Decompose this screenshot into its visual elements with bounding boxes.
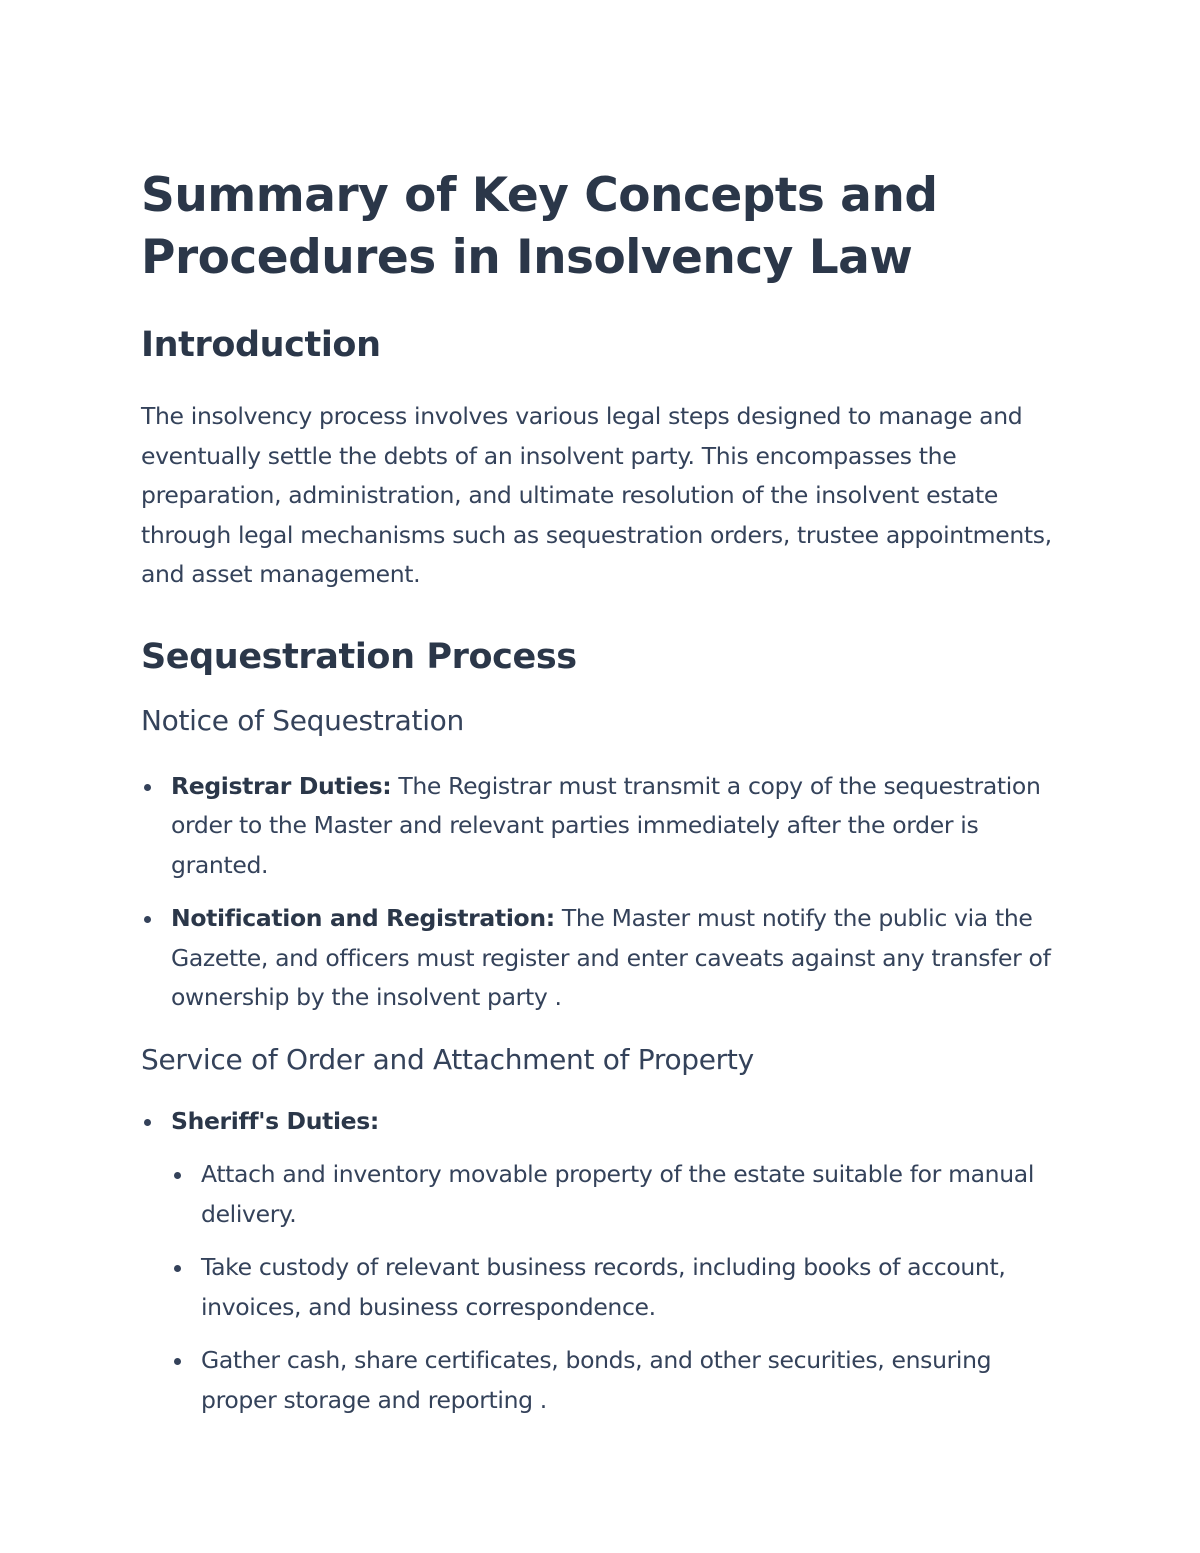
service-subheading: Service of Order and Attachment of Property (141, 1042, 754, 1076)
list-item-notification-registration (141, 899, 1071, 1018)
list-item-text: The Registrar must transmit a copy of the sequestration order to the Master and relevant parties immediately after the order is granted. (171, 771, 1041, 879)
list-item-term: Sheriff's Duties: (171, 1106, 379, 1135)
notice-subheading: Notice of Sequestration (141, 703, 464, 737)
introduction-paragraph: The insolvency process involves various legal steps designed to manage and eventually settle the debts of an insolvent party. This encompasses the preparation, administration, and ultimate resolution of the insolvent estate through legal mechanisms such as sequestration orders, trustee appointments, and asset management. (141, 402, 1052, 588)
sublist-item: Gather cash, share certificates, bonds, and other securities, ensuring proper storage and reporting . (171, 1341, 1071, 1420)
list-item-term: Registrar Duties: (171, 771, 392, 800)
sublist-item: Attach and inventory movable property of the estate suitable for manual delivery. (171, 1155, 1071, 1234)
service-list (141, 1102, 1071, 1421)
document-page (141, 165, 1071, 1434)
sheriff-duties-sublist (171, 1155, 1071, 1420)
document-title: Summary of Key Concepts and Procedures in Insolvency Law (141, 168, 938, 285)
notice-list (141, 767, 1071, 1018)
list-item-sheriff-duties (141, 1102, 1071, 1421)
list-item-text: The Master must notify the public via the Gazette, and officers must register and enter caveats against any transfer of ownership by the insolvent party . (171, 904, 1051, 1011)
introduction-heading: Introduction (141, 325, 381, 365)
sequestration-heading: Sequestration Process (141, 636, 577, 677)
sublist-item: Take custody of relevant business records, including books of account, invoices, and business correspondence. (171, 1248, 1071, 1327)
list-item-term: Notification and Registration: (171, 904, 555, 932)
list-item-registrar-duties (141, 767, 1071, 886)
